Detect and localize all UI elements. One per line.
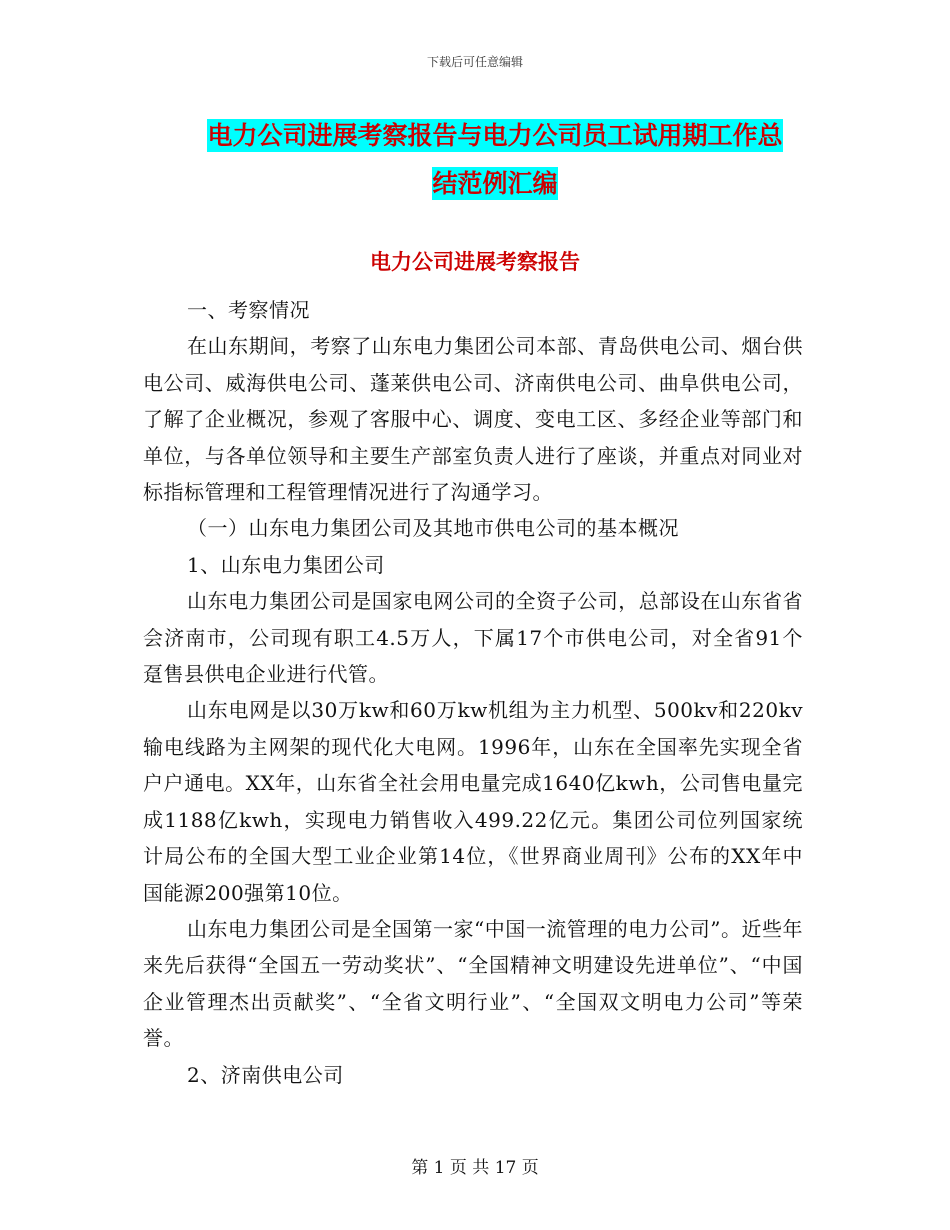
section-title: 电力公司进展考察报告 xyxy=(370,250,580,274)
title-line-2: 结范例汇编 xyxy=(432,169,558,198)
title-line-1: 电力公司进展考察报告与电力公司员工试用期工作总 xyxy=(207,121,783,150)
paragraph: 在山东期间，考察了山东电力集团公司本部、青岛供电公司、烟台供电公司、威海供电公司、蓬莱供电公司、济南供电公司、曲阜供电公司，了解了企业概况，参观了客服中心、调度、变电工区、多经企业等部门和单位，与各单位领导和主要生产部室负责人进行了座谈，并重点对同业对标指标管理和工程管理情况进行了沟通学习。 xyxy=(143,334,803,505)
paragraph: 2、济南供电公司 xyxy=(187,1062,344,1087)
paragraph: 1、山东电力集团公司 xyxy=(187,552,385,577)
paragraph: （一）山东电力集团公司及其地市供电公司的基本概况 xyxy=(187,516,679,541)
paragraph: 山东电网是以30万kw和60万kw机组为主力机型、500kv和220kv输电线路为主网架的现代化大电网。1996年，山东在全国率先实现全省户户通电。XX年，山东省全社会用电量完成1640亿kwh，公司售电量完成1188亿kwh，实现电力销售收入499.22亿元。集团公司位列国家统计局公布的全国大型工业企业第14位，《世界商业周刊》公布的XX年中国能源200强第10位。 xyxy=(143,698,803,905)
page-number-footer: 第 1 页 共 17 页 xyxy=(411,1158,539,1178)
header-note: 下载后可任意编辑 xyxy=(426,55,523,69)
paragraph: 山东电力集团公司是全国第一家“中国一流管理的电力公司”。近些年来先后获得“全国五一劳动奖状”、“全国精神文明建设先进单位”、“中国企业管理杰出贡献奖”、“全省文明行业”、“全国双文明电力公司”等荣誉。 xyxy=(143,916,803,1051)
document-title xyxy=(120,112,870,208)
body-text xyxy=(143,292,803,1093)
paragraph: 一、考察情况 xyxy=(187,298,310,322)
paragraph: 山东电力集团公司是国家电网公司的全资子公司，总部设在山东省省会济南市，公司现有职工4.5万人，下属17个市供电公司，对全省91个趸售县供电企业进行代管。 xyxy=(143,589,803,687)
